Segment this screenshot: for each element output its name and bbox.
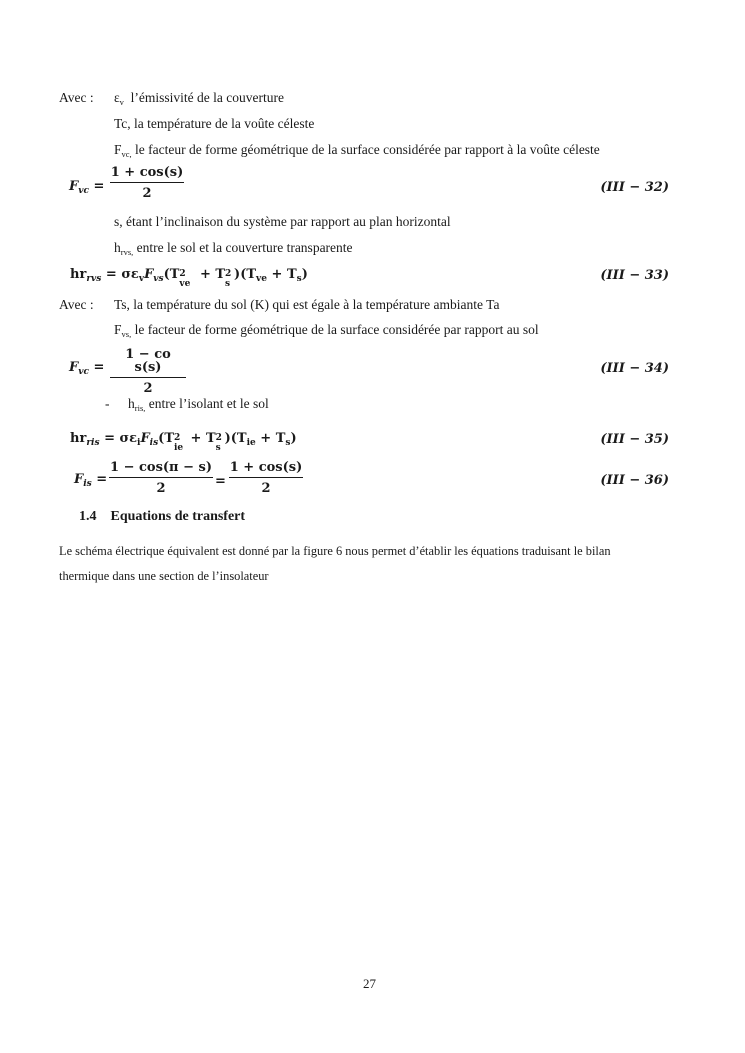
eq35-epsilon-subscript: i: [137, 438, 141, 448]
eq34-lhs-subscript: vc: [78, 367, 89, 377]
eq36-lhs-subscript: is: [83, 479, 92, 489]
eq33-sub-2: s: [225, 279, 231, 289]
eq35-label: [600, 432, 669, 447]
section-number: 1.4: [79, 509, 97, 524]
eq35-sub-2: s: [215, 443, 221, 453]
epsilon-subscript: v: [119, 97, 124, 107]
eq33-term2-plus: + T: [267, 267, 297, 282]
fvc-subscript: vc,: [121, 149, 132, 159]
eq34-fraction: [110, 348, 186, 395]
eq34-lhs-symbol: F: [69, 360, 79, 375]
fraction-bar: [110, 182, 184, 183]
eq34-label-text: (III − 34): [600, 361, 669, 376]
eq33-label-text: (III − 33): [600, 268, 669, 283]
s-line: s, étant l’inclinaison du système par rapport au plan horizontal: [114, 214, 451, 229]
hris-description: entre l’isolant et le sol: [148, 396, 269, 411]
eq34-lhs: [69, 361, 104, 377]
eq35-term2-sub-1: ie: [246, 438, 256, 448]
paragraph-line-1: Le schéma électrique équivalent est donné par la figure 6 nous permet d’établir les équations traduisant le bilan: [59, 544, 611, 558]
eq35-sigma-epsilon: σε: [119, 431, 138, 446]
fvs-line: [114, 323, 539, 339]
eq33-sup-1: 2: [179, 269, 186, 279]
eq32-denominator: 2: [142, 186, 152, 201]
eq35-lhs-subscript: ris: [86, 438, 100, 448]
fraction-bar: [110, 377, 186, 378]
eq33-term1-close: ): [234, 267, 241, 282]
page-number: 27: [363, 976, 376, 991]
eq35-equals: =: [104, 431, 115, 446]
eq35-term2-sub-2: s: [285, 438, 291, 448]
eq36-equals-1: =: [96, 472, 108, 487]
eq34-numerator: 1 − co s(s): [125, 347, 171, 375]
section-heading: [79, 510, 245, 524]
hrvs-subscript: rvs,: [120, 247, 134, 257]
avec-label-1: Avec :: [59, 90, 94, 105]
eq33-lhs-subscript: rvs: [86, 274, 102, 284]
eq35-term2-close: ): [290, 431, 297, 446]
eq35-sub-1: ie: [174, 443, 184, 453]
eq32-label-text: (III − 32): [600, 180, 669, 195]
tc-line: Tc, la température de la voûte céleste: [114, 116, 315, 131]
eq34-denominator: 2: [143, 381, 153, 396]
fvs-symbol: F: [114, 322, 122, 337]
eq32-equals: =: [93, 179, 105, 194]
eq33-expression: [70, 267, 308, 289]
eq33-f-symbol: F: [144, 267, 154, 282]
eq35-term2-plus: + T: [255, 431, 286, 446]
eq35-label-text: (III − 35): [600, 432, 669, 447]
fvc-description: le facteur de forme géométrique de la surface considérée par rapport à la voûte céleste: [135, 142, 600, 157]
eq33-term2-close: ): [301, 267, 308, 282]
fvs-subscript: vs,: [121, 329, 132, 339]
paragraph-line-2: thermique dans une section de l’insolateur: [59, 569, 269, 583]
eq33-equals: =: [105, 267, 117, 282]
eq36-label: [600, 473, 669, 488]
eq35-term2-open: (T: [230, 431, 247, 446]
fvc-symbol: F: [114, 142, 122, 157]
eq36-equals-2: =: [215, 474, 226, 489]
eq35-term1-open: (T: [158, 431, 174, 446]
ts-line: Ts, la température du sol (K) qui est égale à la température ambiante Ta: [114, 297, 500, 312]
eq34-equals: =: [93, 360, 105, 375]
hrvs-symbol: h: [114, 240, 121, 255]
emissivity-description: l’émissivité de la couverture: [130, 90, 284, 105]
eq35-term1-close: ): [224, 431, 231, 446]
eq33-term1-open: (T: [163, 267, 180, 282]
epsilon-symbol: ε: [114, 90, 120, 105]
hris-symbol: h: [128, 396, 135, 411]
eq36-label-text: (III − 36): [600, 473, 669, 488]
eq36-fraction-2: [229, 461, 303, 495]
eq33-epsilon-subscript: v: [138, 274, 145, 284]
fraction-bar: [109, 477, 213, 478]
eq32-lhs-symbol: F: [69, 179, 79, 194]
eq36-denominator-2: 2: [261, 481, 271, 496]
eq36-numerator-1: 1 − cos(π − s): [110, 460, 212, 475]
eq33-term2-sub-2: s: [296, 274, 302, 284]
hris-dash: -: [105, 396, 110, 411]
fraction-bar: [229, 477, 303, 478]
eq35-sup-2: 2: [215, 433, 222, 443]
eq33-term2-open: (T: [240, 267, 257, 282]
eq32-lhs-subscript: vc: [78, 186, 89, 196]
eq34-label: [600, 361, 669, 376]
eq35-f-symbol: F: [140, 431, 150, 446]
eq36-fraction-1: [109, 461, 213, 495]
eq33-sup-2: 2: [225, 269, 232, 279]
eq35-f-subscript: is: [149, 438, 159, 448]
eq32-lhs: [69, 180, 104, 196]
emissivity-line: [114, 91, 284, 107]
hrvs-line: [114, 241, 353, 257]
eq36-lhs: [74, 473, 107, 489]
eq36-denominator-1: 2: [156, 481, 166, 496]
eq35-sup-1: 2: [174, 433, 181, 443]
eq32-fraction: [110, 166, 184, 200]
eq33-label: [600, 268, 669, 283]
eq36-lhs-symbol: F: [74, 472, 84, 487]
hris-line: [128, 397, 269, 413]
eq33-f-subscript: vs: [153, 274, 164, 284]
eq33-term1-plus: + T: [195, 267, 226, 282]
section-title: Equations de transfert: [110, 509, 246, 524]
fvc-line: [114, 143, 600, 159]
eq33-sub-1: ve: [179, 279, 191, 289]
avec-label-2: Avec :: [59, 297, 94, 312]
hrvs-description: entre le sol et la couverture transparente: [136, 240, 353, 255]
eq36-numerator-2: 1 + cos(s): [229, 460, 303, 475]
eq32-numerator: 1 + cos(s): [110, 165, 184, 180]
eq33-sigma-epsilon: σε: [121, 267, 139, 282]
eq35-expression: [70, 431, 297, 453]
hris-subscript: ris,: [134, 403, 146, 413]
fvs-description: le facteur de forme géométrique de la surface considérée par rapport au sol: [134, 322, 539, 337]
eq33-lhs: hr: [70, 267, 87, 282]
eq35-term1-plus: + T: [186, 431, 216, 446]
eq32-label: [600, 180, 669, 195]
eq35-lhs: hr: [70, 431, 87, 446]
eq33-term2-sub-1: ve: [256, 274, 267, 284]
